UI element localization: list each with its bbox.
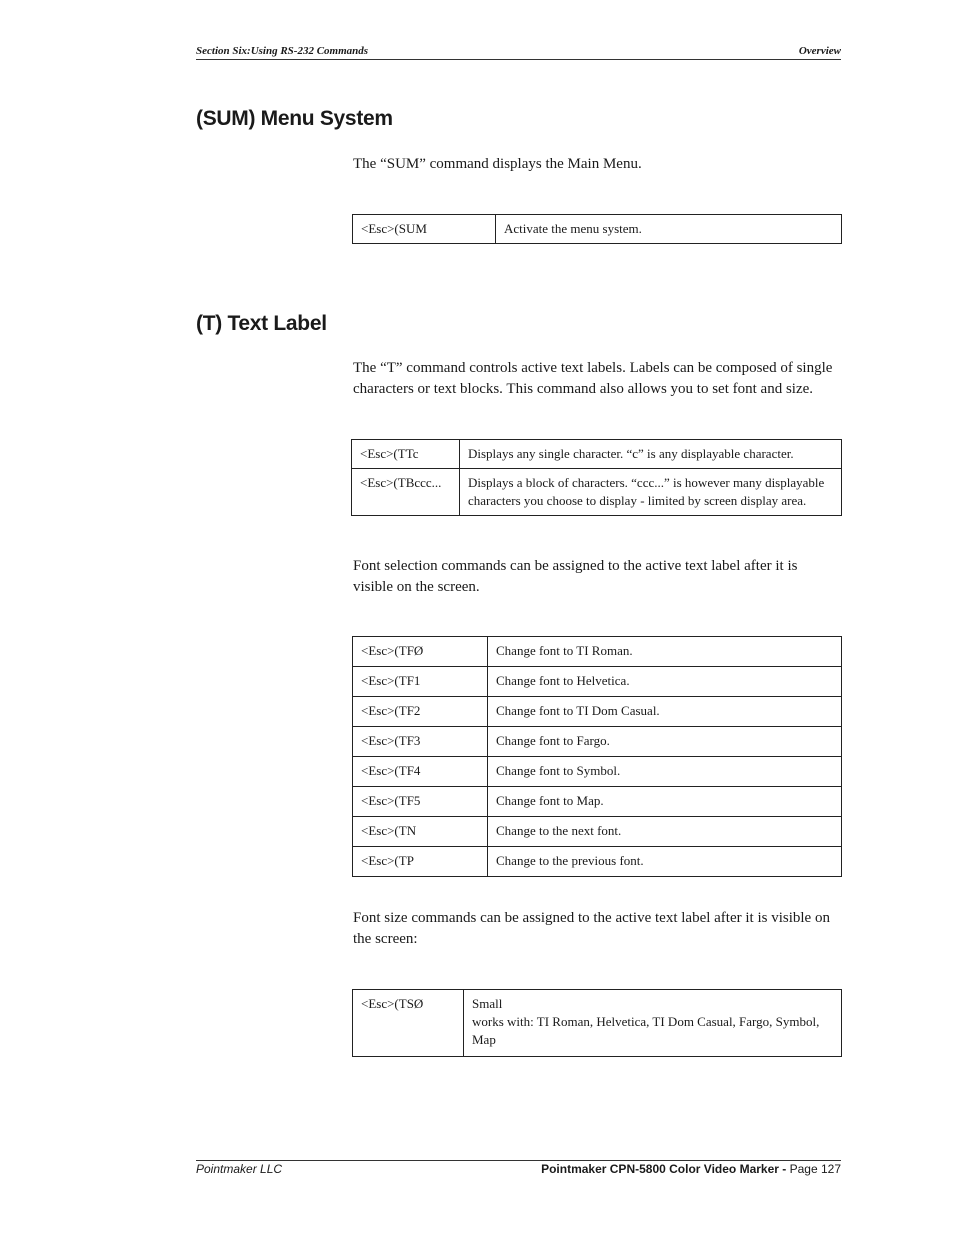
header-section-title: Section Six:Using RS-232 Commands [196, 45, 369, 57]
sum-intro-text: The “SUM” command displays the Main Menu. [353, 156, 642, 172]
command-cell: <Esc>(TF2 [353, 697, 488, 727]
description-cell: Change font to TI Dom Casual. [488, 697, 842, 727]
table-row [353, 757, 842, 787]
command-cell: <Esc>(TFØ [353, 637, 488, 667]
table-row [353, 847, 842, 877]
font-size-table [352, 989, 842, 1057]
section-title-text-label: (T) Text Label [196, 312, 327, 335]
command-cell: <Esc>(TSØ [353, 990, 464, 1057]
table-row [353, 667, 842, 697]
command-cell: <Esc>(TP [353, 847, 488, 877]
table-row [352, 440, 842, 469]
footer-company: Pointmaker LLC [196, 1162, 283, 1176]
font-selection-intro: Font selection commands can be assigned to the active text label after it is visible on the screen. [353, 558, 798, 595]
description-cell: Activate the menu system. [496, 215, 842, 244]
text-label-intro: The “T” command controls active text labels. Labels can be composed of single characters or text blocks. This command also allows you to set font and size. [353, 360, 833, 397]
table-row [353, 697, 842, 727]
footer-page-info [541, 1162, 841, 1176]
table-row [353, 215, 842, 244]
description-cell: Change font to Symbol. [488, 757, 842, 787]
description-cell: Change font to TI Roman. [488, 637, 842, 667]
table-row [353, 787, 842, 817]
description-cell: Change font to Map. [488, 787, 842, 817]
command-cell: <Esc>(TTc [352, 440, 460, 469]
table-row [353, 727, 842, 757]
size-compatibility: works with: TI Roman, Helvetica, TI Dom Casual, Fargo, Symbol, Map [472, 1014, 820, 1047]
command-cell: <Esc>(TF1 [353, 667, 488, 697]
footer-page-number: Page 127 [786, 1162, 841, 1176]
page-header [196, 44, 841, 60]
table-row [353, 990, 842, 1057]
header-overview-label: Overview [798, 45, 841, 57]
footer-product-name: Pointmaker CPN-5800 Color Video Marker - [541, 1162, 787, 1176]
command-cell: <Esc>(SUM [353, 215, 496, 244]
font-size-intro: Font size commands can be assigned to the active text label after it is visible on the screen: [353, 910, 830, 947]
command-cell: <Esc>(TF4 [353, 757, 488, 787]
table-row [353, 637, 842, 667]
description-cell: Displays a block of characters. “ccc...” is however many displayable characters you choose to display - limited by screen display area. [460, 469, 842, 516]
page-footer [196, 1160, 841, 1177]
command-cell: <Esc>(TBccc... [352, 469, 460, 516]
description-cell: Change to the previous font. [488, 847, 842, 877]
sum-command-table [352, 214, 842, 244]
font-selection-table [352, 636, 842, 877]
size-name: Small [472, 996, 503, 1011]
command-cell: <Esc>(TF5 [353, 787, 488, 817]
description-cell: Displays any single character. “c” is any displayable character. [460, 440, 842, 469]
section-title-sum: (SUM) Menu System [196, 107, 393, 130]
description-cell [464, 990, 842, 1057]
command-cell: <Esc>(TN [353, 817, 488, 847]
description-cell: Change font to Helvetica. [488, 667, 842, 697]
text-label-command-table [351, 439, 842, 516]
table-row [353, 817, 842, 847]
table-row [352, 469, 842, 516]
description-cell: Change to the next font. [488, 817, 842, 847]
description-cell: Change font to Fargo. [488, 727, 842, 757]
command-cell: <Esc>(TF3 [353, 727, 488, 757]
